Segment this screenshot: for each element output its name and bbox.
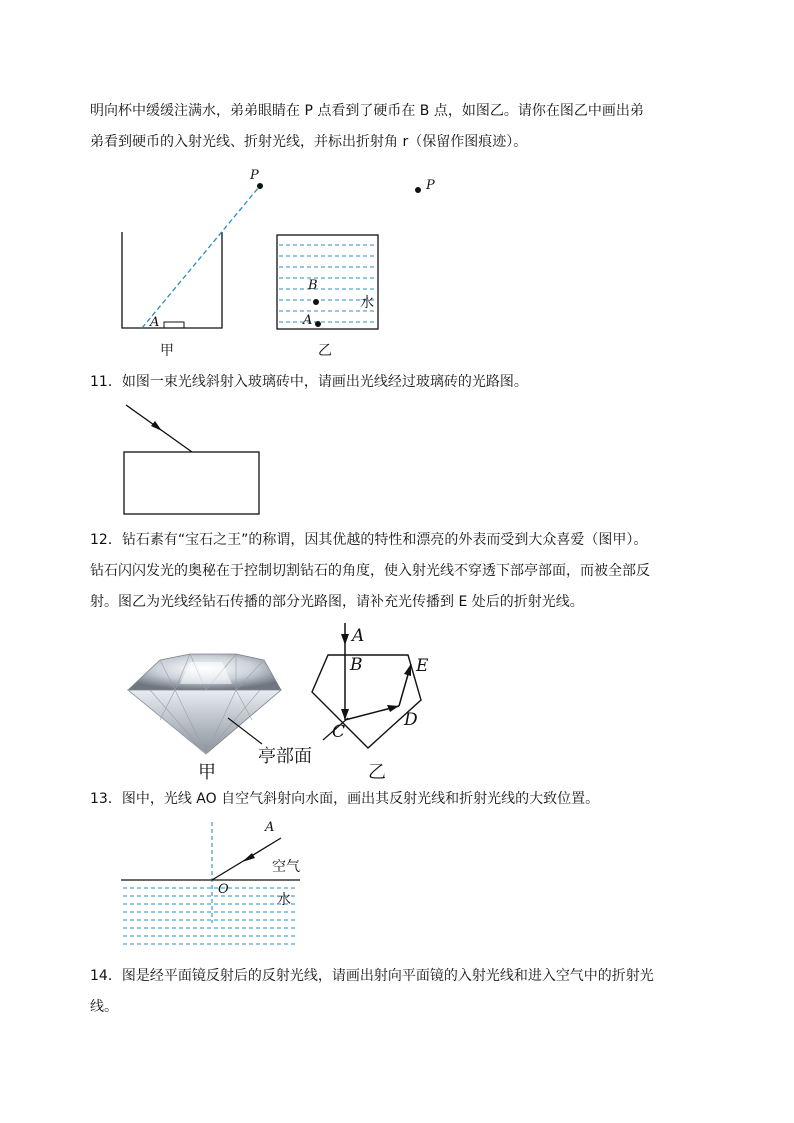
q12-label-pavilion: 亭部面 bbox=[258, 746, 312, 767]
q12-text-line2: 钻石闪闪发光的奥秘在于控制切割钻石的角度，使入射光线不穿透下部亭部面，而被全部反 bbox=[90, 563, 650, 579]
q12-label-A: A bbox=[352, 626, 365, 646]
q12-label-D: D bbox=[404, 710, 418, 730]
q14-text-line2: 线。 bbox=[90, 999, 118, 1015]
q10-yi-label-B: B bbox=[308, 278, 318, 293]
q11-text-line1: 11．如图一束光线斜射入玻璃砖中，请画出光线经过玻璃砖的光路图。 bbox=[90, 374, 528, 390]
q13-label-air: 空气 bbox=[272, 859, 300, 875]
q13-label-O: O bbox=[218, 882, 229, 897]
q12-text-line3: 射。图乙为光线经钻石传播的部分光路图，请补充光传播到 E 处后的折射光线。 bbox=[90, 594, 584, 610]
q13-text-line1: 13．图中，光线 AO 自空气斜射向水面，画出其反射光线和折射光线的大致位置。 bbox=[90, 791, 600, 807]
q10-caption-yi: 乙 bbox=[318, 343, 332, 359]
q10-caption-jia: 甲 bbox=[160, 343, 174, 359]
q14-text-line1: 14．图是经平面镜反射后的反射光线，请画出射向平面镜的入射光线和进入空气中的折射光 bbox=[90, 968, 654, 984]
q10-jia-label-P: P bbox=[250, 168, 259, 183]
q10-text-line1: 明向杯中缓缓注满水，弟弟眼睛在 P 点看到了硬币在 B 点，如图乙。请你在图乙中画出弟 bbox=[90, 103, 644, 119]
q12-label-E: E bbox=[416, 656, 429, 676]
q12-caption-jia: 甲 bbox=[198, 762, 216, 783]
q10-jia-label-A: A bbox=[150, 315, 160, 330]
q12-label-C: C bbox=[332, 722, 346, 742]
q10-yi-label-A: A bbox=[303, 313, 313, 328]
q10-text-line2: 弟看到硬币的入射光线、折射光线，并标出折射角 r（保留作图痕迹）。 bbox=[90, 134, 528, 150]
q10-yi-label-water: 水 bbox=[360, 295, 374, 311]
q12-label-B: B bbox=[350, 655, 363, 675]
q13-label-A: A bbox=[265, 820, 275, 835]
q10-yi-label-P: P bbox=[426, 178, 435, 193]
q12-text-line1: 12．钻石素有“宝石之王”的称谓，因其优越的特性和漂亮的外表而受到大众喜爱（图甲）。 bbox=[90, 532, 648, 548]
q12-caption-yi: 乙 bbox=[368, 762, 386, 783]
q13-label-water: 水 bbox=[277, 892, 291, 908]
